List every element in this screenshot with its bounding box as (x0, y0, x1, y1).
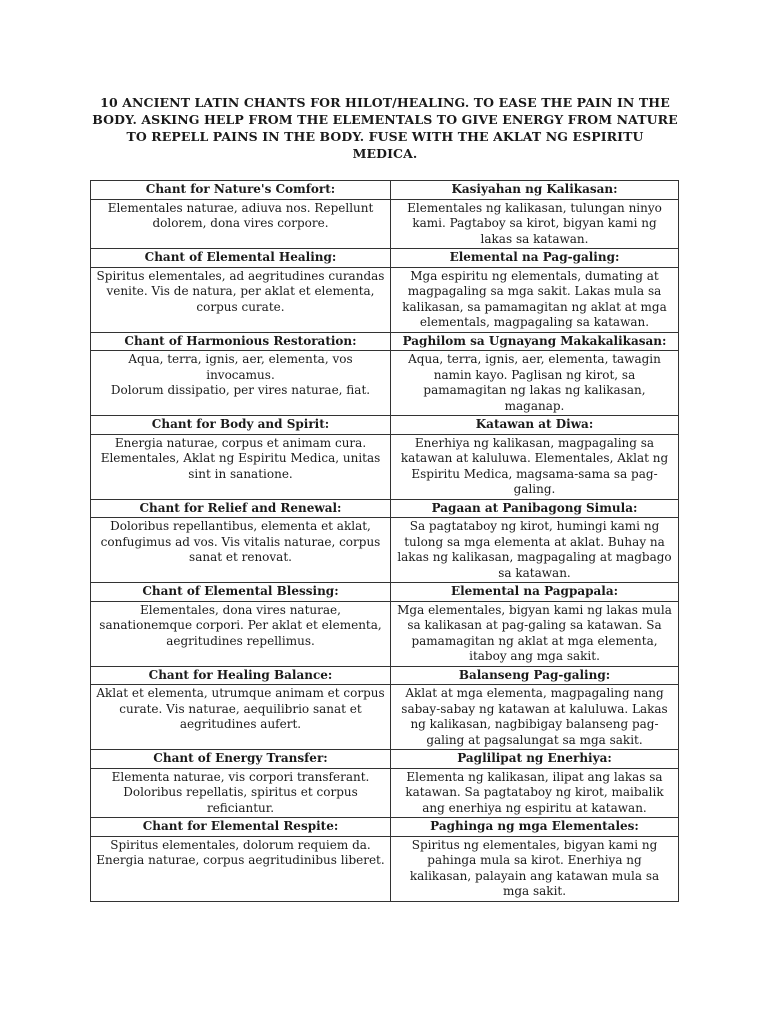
chant-text-row (91, 199, 679, 249)
tagalog-chant-line: Elementa ng kalikasan, ilipat ang lakas sa katawan. Sa pagtataboy ng kirot, maibalik ang enerhiya ng espiritu at katawan. (405, 769, 664, 815)
latin-chant-line: Doloribus repellantibus, elementa et aklat, confugimus ad vos. Vis vitalis naturae, corpus sanat et renovat. (100, 519, 381, 564)
tagalog-chant-title: Balanseng Pag-galing: (391, 666, 679, 685)
latin-chant-line: Elementales naturae, adiuva nos. Repellunt dolorem, dona vires corpore. (107, 200, 374, 230)
tagalog-chant-text (391, 351, 679, 416)
tagalog-chant-text (391, 685, 679, 750)
chant-text-row (91, 768, 679, 818)
latin-chant-text (91, 518, 391, 583)
tagalog-chant-text (391, 768, 679, 818)
chant-text-row (91, 267, 679, 332)
tagalog-chant-line: Aklat at mga elementa, magpagaling nang sabay-sabay ng katawan at kaluluwa. Lakas ng kalikasan, nagbibigay balanseng pag-galing at pagsalungat sa mga sakit. (401, 686, 668, 747)
tagalog-chant-title: Paglilipat ng Enerhiya: (391, 750, 679, 769)
tagalog-chant-line: Mga elementales, bigyan kami ng lakas mula sa kalikasan at pag-galing sa katawan. Sa pamamagitan ng aklat at mga elementa, itaboy ang mga sakit. (397, 602, 672, 663)
tagalog-chant-title: Katawan at Diwa: (391, 416, 679, 435)
tagalog-chant-title: Paghinga ng mga Elementales: (391, 818, 679, 837)
latin-chant-text (91, 267, 391, 332)
tagalog-chant-text (391, 199, 679, 249)
latin-chant-text (91, 434, 391, 499)
chant-text-row (91, 601, 679, 666)
latin-chant-line: Energia naturae, corpus et animam cura. Elementales, Aklat ng Espiritu Medica, unitas sint in sanatione. (100, 435, 381, 481)
chant-title-row (91, 666, 679, 685)
chant-title-row (91, 499, 679, 518)
tagalog-chant-title: Kasiyahan ng Kalikasan: (391, 181, 679, 200)
latin-chant-title: Chant for Healing Balance: (91, 666, 391, 685)
latin-chant-text (91, 685, 391, 750)
chants-table (90, 180, 679, 902)
chant-title-row (91, 750, 679, 769)
tagalog-chant-text (391, 836, 679, 901)
tagalog-chant-line: Enerhiya ng kalikasan, magpagaling sa katawan at kaluluwa. Elementales, Aklat ng Espiritu Medica, magsama-sama sa pag-galing. (400, 435, 669, 496)
chant-title-row (91, 416, 679, 435)
chant-text-row (91, 518, 679, 583)
chant-text-row (91, 836, 679, 901)
latin-chant-text (91, 601, 391, 666)
tagalog-chant-title: Elemental na Pagpapala: (391, 583, 679, 602)
tagalog-chant-text (391, 518, 679, 583)
chant-title-row (91, 818, 679, 837)
latin-chant-line: Elementa naturae, vis corpori transferant. Doloribus repellatis, spiritus et corpus reficiantur. (111, 769, 370, 815)
latin-chant-title: Chant for Body and Spirit: (91, 416, 391, 435)
tagalog-chant-text (391, 267, 679, 332)
latin-chant-text (91, 836, 391, 901)
tagalog-chant-text (391, 434, 679, 499)
tagalog-chant-title: Elemental na Pag-galing: (391, 249, 679, 268)
chant-title-row (91, 249, 679, 268)
latin-chant-title: Chant of Elemental Healing: (91, 249, 391, 268)
latin-chant-line: Spiritus elementales, dolorum requiem da. Energia naturae, corpus aegritudinibus liberet. (96, 837, 385, 867)
latin-chant-text (91, 199, 391, 249)
latin-chant-line: Aqua, terra, ignis, aer, elementa, vos invocamus. (128, 352, 353, 382)
latin-chant-line: Aklat et elementa, utrumque animam et corpus curate. Vis naturae, aequilibrio sanat et aegritudines aufert. (96, 686, 385, 731)
tagalog-chant-line: Aqua, terra, ignis, aer, elementa, tawagin namin kayo. Paglisan ng kirot, sa pamamagitan ng lakas ng kalikasan, maganap. (408, 352, 661, 413)
chant-title-row (91, 181, 679, 200)
tagalog-chant-title: Pagaan at Panibagong Simula: (391, 499, 679, 518)
tagalog-chant-line: Elementales ng kalikasan, tulungan ninyo kami. Pagtaboy sa kirot, bigyan kami ng lakas sa katawan. (407, 200, 662, 246)
latin-chant-title: Chant for Elemental Respite: (91, 818, 391, 837)
latin-chant-text (91, 768, 391, 818)
tagalog-chant-title: Paghilom sa Ugnayang Makakalikasan: (391, 332, 679, 351)
latin-chant-line: Elementales, dona vires naturae, sanationemque corpori. Per aklat et elementa, aegritudines repellimus. (99, 602, 382, 648)
chant-title-row (91, 332, 679, 351)
latin-chant-title: Chant of Energy Transfer: (91, 750, 391, 769)
chant-text-row (91, 434, 679, 499)
chant-text-row (91, 685, 679, 750)
tagalog-chant-text (391, 601, 679, 666)
tagalog-chant-line: Spiritus ng elementales, bigyan kami ng pahinga mula sa kirot. Enerhiya ng kalikasan, palayain ang katawan mula sa mga sakit. (409, 837, 660, 898)
latin-chant-title: Chant of Elemental Blessing: (91, 583, 391, 602)
latin-chant-title: Chant for Nature's Comfort: (91, 181, 391, 200)
latin-chant-title: Chant for Relief and Renewal: (91, 499, 391, 518)
document-title: 10 ANCIENT LATIN CHANTS FOR HILOT/HEALING. TO EASE THE PAIN IN THE BODY. ASKING HELP FROM THE ELEMENTALS TO GIVE ENERGY FROM NATURE TO REPELL PAINS IN THE BODY. FUSE WITH THE AKLAT NG ESPIRITU MEDICA. (92, 95, 678, 161)
latin-chant-line: Spiritus elementales, ad aegritudines curandas venite. Vis de natura, per aklat et elementa, corpus curate. (96, 268, 385, 314)
tagalog-chant-line: Sa pagtataboy ng kirot, humingi kami ng tulong sa mga elementa at aklat. Buhay na lakas ng kalikasan, magpagaling at magbago sa katawan. (397, 519, 672, 580)
latin-chant-text (91, 351, 391, 416)
chant-text-row (91, 351, 679, 416)
latin-chant-title: Chant of Harmonious Restoration: (91, 332, 391, 351)
latin-chant-line: Dolorum dissipatio, per vires naturae, fiat. (110, 383, 371, 397)
tagalog-chant-line: Mga espiritu ng elementals, dumating at magpagaling sa mga sakit. Lakas mula sa kalikasan, sa pamamagitan ng aklat at mga elementals, magpagaling sa katawan. (402, 268, 667, 329)
chants-table-body (91, 181, 679, 902)
chant-title-row (91, 583, 679, 602)
